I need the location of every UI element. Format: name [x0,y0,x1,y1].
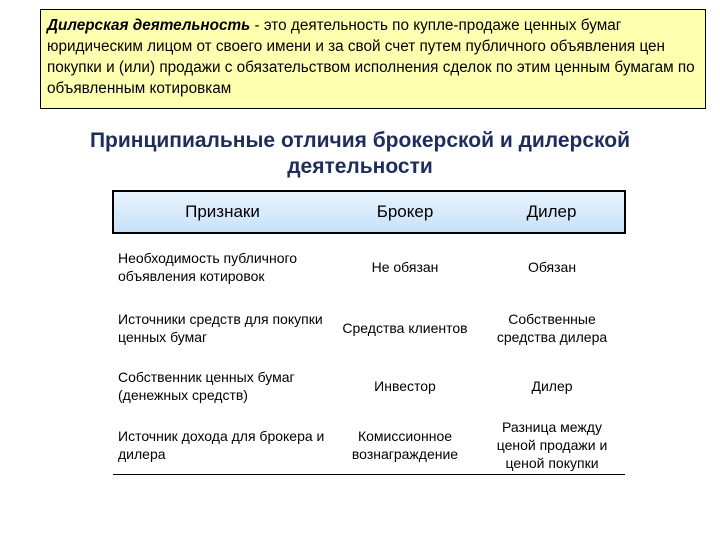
table-row [113,416,625,475]
broker-cell: Инвестор [374,378,436,394]
dealer-cell: Дилер [531,378,573,394]
table-row [113,356,625,416]
section-title-line-1: Принципиальные отличия брокерской и дилерской [89,129,631,152]
table-row [113,233,625,300]
feature-cell: Необходимость публичного объявления котировок [118,250,298,284]
table-row [113,300,625,356]
section-title-line-2: деятельности [287,155,433,178]
header-broker: Брокер [331,191,479,233]
definition-term: Дилерская деятельность [47,17,251,34]
dealer-cell: Собственные средства дилера [496,311,608,345]
broker-cell: Не обязан [371,259,439,275]
feature-cell: Источник дохода для брокера и дилера [113,416,331,475]
dealer-cell: Разница между ценой продажи и ценой покупки [479,416,625,475]
broker-cell: Комиссионное вознаграждение [331,416,479,475]
feature-cell: Собственник ценных бумаг (денежных средств) [118,369,295,403]
header-features: Признаки [113,191,331,233]
broker-cell: Средства клиентов [342,320,468,336]
feature-cell: Источники средств для покупки ценных бумаг [118,311,323,345]
definition-box [40,9,706,109]
table-header-row [113,191,625,233]
header-dealer: Дилер [479,191,625,233]
dealer-cell: Обязан [527,259,577,275]
comparison-table [112,190,626,475]
definition-separator: - [250,17,264,34]
definition-text: это деятельность по купле-продаже ценных бумаг юридическим лицом от своего имени и за свой счет путем публичного объявления цен покупки и (или) продажи с обязательством исполнения сделок по этим ценным бумагам по объявленным котировкам [47,17,695,97]
section-title [0,128,720,180]
